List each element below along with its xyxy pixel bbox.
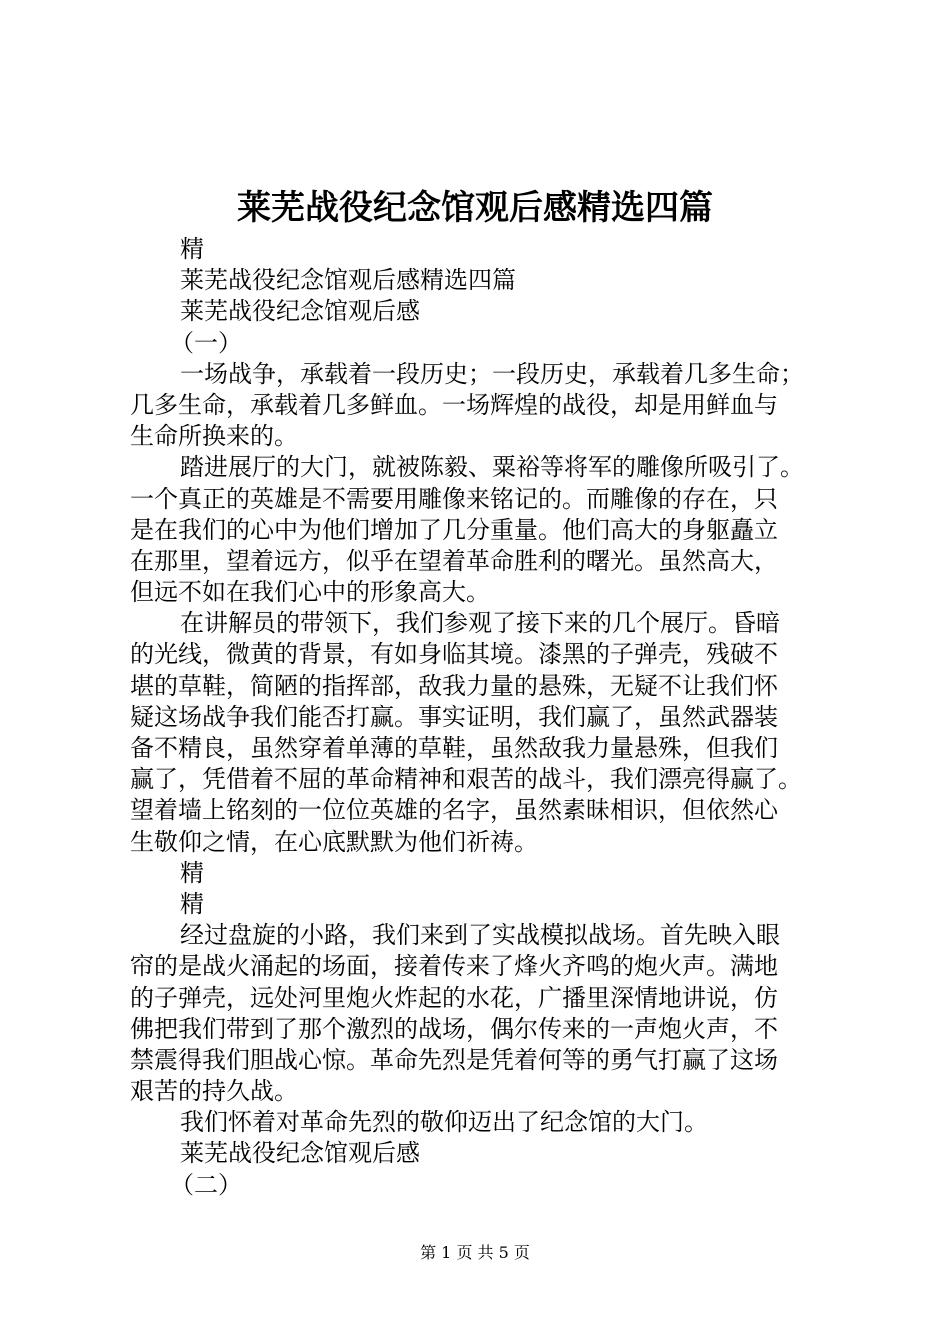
body-line: 望着墙上铭刻的一位位英雄的名字，虽然素昧相识，但依然心 bbox=[130, 796, 778, 825]
body-line: 的子弹壳，远处河里炮火炸起的水花，广播里深情地讲说，仿 bbox=[130, 983, 778, 1012]
body-line: 生敬仰之情，在心底默默为他们祈祷。 bbox=[130, 827, 538, 856]
body-line: 莱芜战役纪念馆观后感 bbox=[180, 1139, 420, 1168]
document-title: 莱芜战役纪念馆观后感精选四篇 bbox=[237, 188, 713, 228]
body-line: 精 bbox=[180, 889, 204, 918]
body-line: 的光线，微黄的背景，有如身临其境。漆黑的子弹壳，残破不 bbox=[130, 640, 778, 669]
body-line: 备不精良，虽然穿着单薄的草鞋，虽然敌我力量悬殊，但我们 bbox=[130, 734, 778, 762]
body-line: 踏进展厅的大门，就被陈毅、粟裕等将军的雕像所吸引了。 bbox=[180, 453, 804, 482]
body-line: 经过盘旋的小路，我们来到了实战模拟战场。首先映入眼 bbox=[180, 921, 780, 950]
body-line: 几多生命，承载着几多鲜血。一场辉煌的战役，却是用鲜血与 bbox=[130, 390, 778, 419]
body-line: 在那里，望着远方，似乎在望着革命胜利的曙光。虽然高大， bbox=[130, 546, 778, 575]
body-line: 赢了，凭借着不屈的革命精神和艰苦的战斗，我们漂亮得赢了。 bbox=[130, 765, 802, 794]
section-number: （一） bbox=[170, 328, 242, 357]
document-body bbox=[130, 234, 830, 1201]
body-line: 禁震得我们胆战心惊。革命先烈是凭着何等的勇气打赢了这场 bbox=[130, 1045, 778, 1074]
page-footer: 第 1 页 共 5 页 bbox=[420, 1243, 530, 1262]
body-line: 疑这场战争我们能否打赢。事实证明，我们赢了，虽然武器装 bbox=[130, 702, 778, 731]
body-line: 莱芜战役纪念馆观后感精选四篇 bbox=[180, 266, 516, 295]
body-line: 帘的是战火涌起的场面，接着传来了烽火齐鸣的炮火声。满地 bbox=[130, 952, 778, 981]
body-line: 一个真正的英雄是不需要用雕像来铭记的。而雕像的存在，只 bbox=[130, 484, 778, 513]
body-line: 莱芜战役纪念馆观后感 bbox=[180, 297, 420, 326]
body-line: 是在我们的心中为他们增加了几分重量。他们高大的身躯矗立 bbox=[130, 515, 778, 544]
body-line: 一场战争，承载着一段历史；一段历史，承载着几多生命； bbox=[180, 359, 804, 388]
body-line: 生命所换来的。 bbox=[130, 422, 298, 451]
body-line: 我们怀着对革命先烈的敬仰迈出了纪念馆的大门。 bbox=[180, 1108, 708, 1137]
section-number: （二） bbox=[170, 1170, 242, 1199]
body-line: 精 bbox=[180, 858, 204, 887]
body-line: 佛把我们带到了那个激烈的战场，偶尔传来的一声炮火声，不 bbox=[130, 1014, 778, 1043]
body-line: 但远不如在我们心中的形象高大。 bbox=[130, 578, 490, 607]
body-line: 在讲解员的带领下，我们参观了接下来的几个展厅。昏暗 bbox=[180, 609, 780, 638]
body-line: 堪的草鞋，简陋的指挥部，敌我力量的悬殊，无疑不让我们怀 bbox=[130, 671, 778, 700]
body-line: 精 bbox=[180, 235, 204, 263]
body-line: 艰苦的持久战。 bbox=[130, 1077, 298, 1106]
